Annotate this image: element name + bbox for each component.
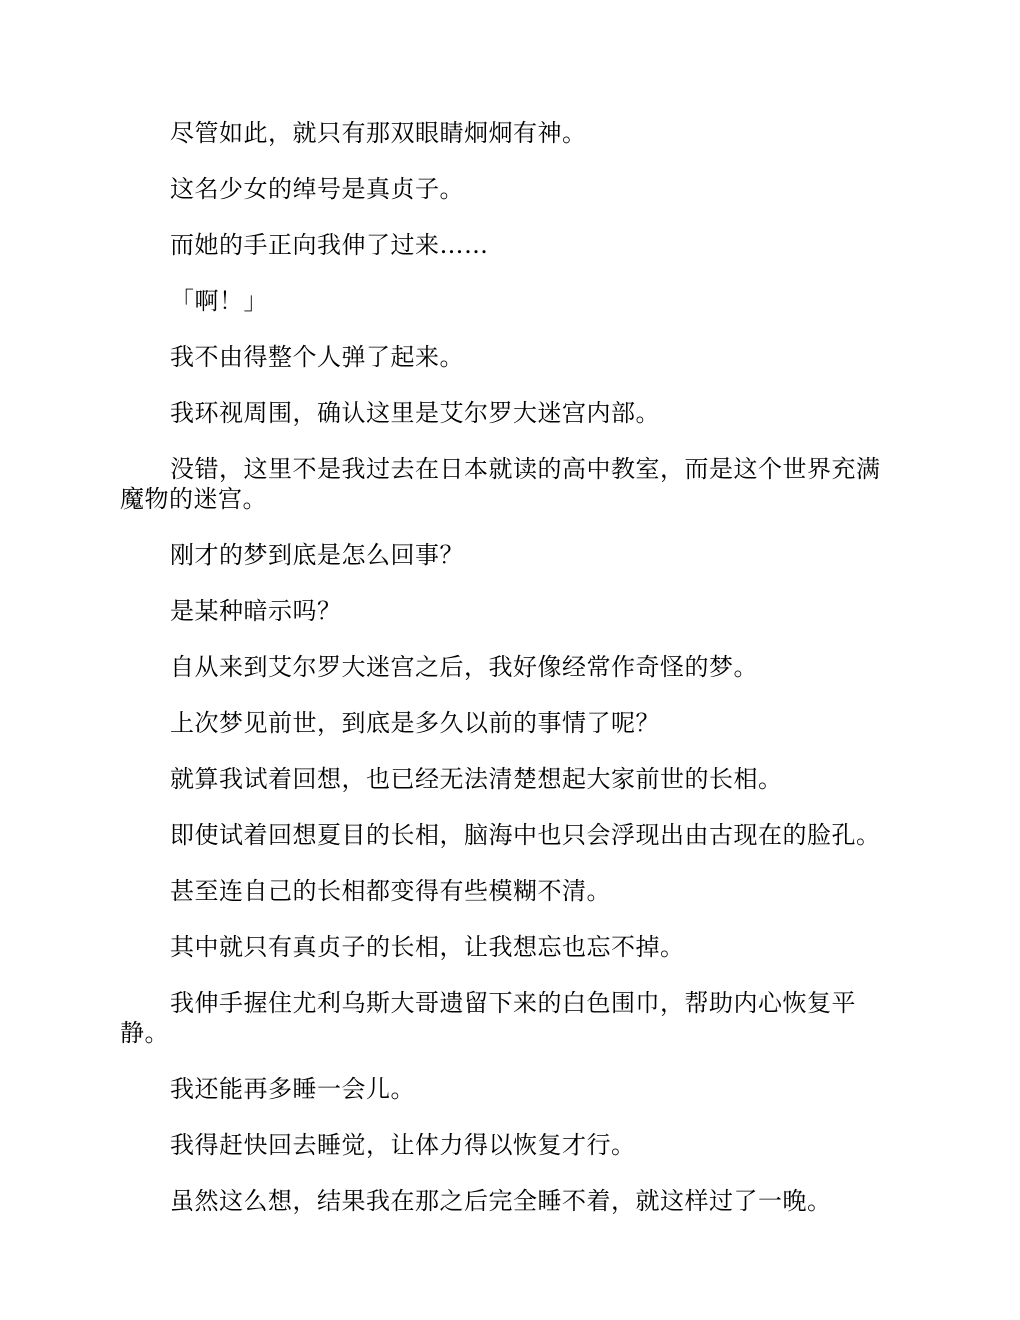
paragraph: 我环视周围，确认这里是艾尔罗大迷宫内部。	[170, 399, 660, 427]
paragraph: 刚才的梦到底是怎么回事？	[170, 541, 464, 569]
paragraph: 这名少女的绰号是真贞子。	[170, 175, 464, 203]
paragraph: 其中就只有真贞子的长相，让我想忘也忘不掉。	[170, 933, 685, 961]
paragraph: 上次梦见前世，到底是多久以前的事情了呢？	[170, 709, 660, 737]
paragraph: 虽然这么想，结果我在那之后完全睡不着，就这样过了一晚。	[170, 1187, 832, 1215]
paragraph: 是某种暗示吗？	[170, 597, 342, 625]
paragraph: 我得赶快回去睡觉，让体力得以恢复才行。	[170, 1131, 636, 1159]
paragraph: 甚至连自己的长相都变得有些模糊不清。	[170, 877, 611, 905]
paragraph: 即使试着回想夏目的长相，脑海中也只会浮现出由古现在的脸孔。	[170, 821, 881, 849]
paragraph: 就算我试着回想，也已经无法清楚想起大家前世的长相。	[170, 765, 783, 793]
paragraph: 「啊！」	[170, 287, 268, 315]
paragraph: 而她的手正向我伸了过来……	[170, 231, 489, 259]
paragraph: 我还能再多睡一会儿。	[170, 1075, 415, 1103]
paragraph: 没错，这里不是我过去在日本就读的高中教室，而是这个世界充满魔物的迷宫。	[120, 455, 881, 513]
paragraph: 自从来到艾尔罗大迷宫之后，我好像经常作奇怪的梦。	[170, 653, 758, 681]
paragraph: 我不由得整个人弹了起来。	[170, 343, 464, 371]
paragraph: 尽管如此，就只有那双眼睛炯炯有神。	[170, 119, 587, 147]
paragraph: 我伸手握住尤利乌斯大哥遗留下来的白色围巾，帮助内心恢复平静。	[120, 989, 856, 1047]
